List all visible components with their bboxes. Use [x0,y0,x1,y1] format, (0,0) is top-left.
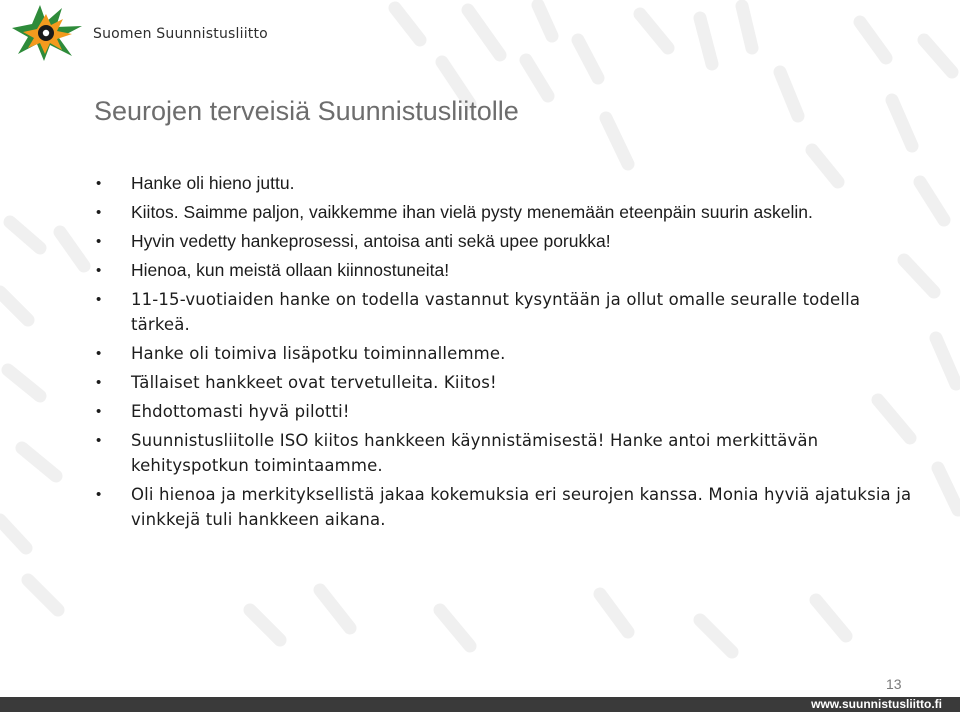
bullet-text: Kiitos. Saimme paljon, vaikkemme ihan vielä pysty menemään eteenpäin suurin askelin. [131,202,813,222]
bullet-text: 11-15-vuotiaiden hanke on todella vastannut kysyntään ja ollut omalle seuralle todella tärkeä. [131,290,861,334]
bullet-marker: • [96,432,102,449]
star-compass-logo-icon [10,4,84,62]
page-number: 13 [886,676,902,692]
list-item [94,399,924,424]
organization-name: Suomen Suunnistusliitto [93,26,268,42]
bullet-marker: • [96,345,102,362]
website-link[interactable]: www.suunnistusliitto.fi [811,697,942,711]
list-item [94,258,924,283]
bullet-text: Hanke oli hieno juttu. [131,173,295,193]
list-item [94,171,924,196]
bullet-marker: • [96,175,102,192]
bullet-text: Oli hienoa ja merkityksellistä jakaa kokemuksia eri seurojen kanssa. Monia hyviä ajatuksia ja vinkkejä tuli hankkeen aikana. [131,485,912,529]
bullet-marker: • [96,403,102,420]
list-item [94,200,924,225]
bullet-marker: • [96,204,102,221]
bullet-text: Hienoa, kun meistä ollaan kiinnostuneita! [131,260,450,280]
bullet-text: Ehdottomasti hyvä pilotti! [131,402,350,421]
bullet-list [94,171,924,536]
list-item [94,341,924,366]
bullet-text: Suunnistusliitolle ISO kiitos hankkeen käynnistämisestä! Hanke antoi merkittävän kehityspotkun toimintaamme. [131,431,819,475]
bullet-text: Hyvin vedetty hankeprosessi, antoisa anti sekä upee porukka! [131,231,611,251]
slide-title: Seurojen terveisiä Suunnistusliitolle [94,96,519,126]
bullet-marker: • [96,486,102,503]
bullet-marker: • [96,262,102,279]
footer-bar [0,697,960,712]
bullet-text: Hanke oli toimiva lisäpotku toiminnallemme. [131,344,506,363]
bullet-marker: • [96,374,102,391]
list-item [94,428,924,478]
bullet-marker: • [96,291,102,308]
list-item [94,229,924,254]
bullet-text: Tällaiset hankkeet ovat tervetulleita. Kiitos! [131,373,497,392]
list-item [94,287,924,337]
bullet-marker: • [96,233,102,250]
list-item [94,482,924,532]
list-item [94,370,924,395]
